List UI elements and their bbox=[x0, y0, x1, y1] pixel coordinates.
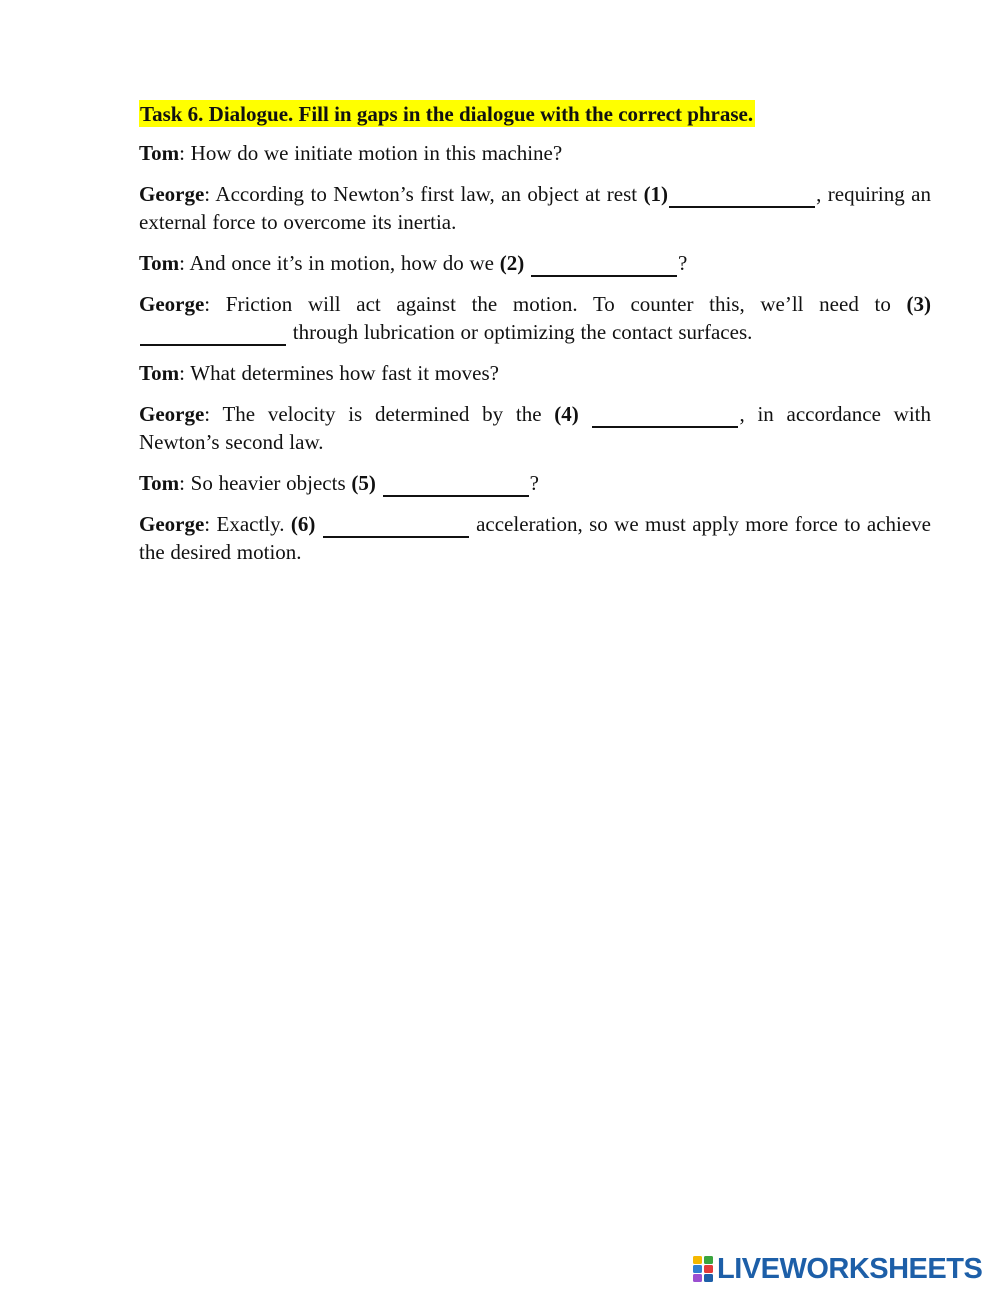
liveworksheets-logo[interactable] bbox=[693, 1254, 982, 1284]
line-text: ? bbox=[529, 471, 539, 495]
gap-number-1: (1) bbox=[643, 182, 669, 206]
line-text: , requiring an external force to overcome its inertia. bbox=[139, 182, 932, 234]
speaker-tom: Tom bbox=[139, 141, 180, 165]
line-text: , in accordance with Newton’s second law. bbox=[139, 402, 931, 454]
speaker-tom: Tom bbox=[139, 471, 180, 495]
line-text: ? bbox=[677, 251, 688, 275]
speaker-george: George bbox=[139, 292, 205, 316]
dialogue-line-2 bbox=[139, 180, 931, 236]
gap-number-3: (3) bbox=[906, 292, 931, 316]
speaker-tom: Tom bbox=[139, 361, 180, 385]
line-text: : So heavier objects bbox=[179, 471, 352, 495]
dialogue-line-1 bbox=[139, 139, 931, 167]
line-text: : Exactly. bbox=[204, 512, 291, 536]
liveworksheets-logo-icon bbox=[693, 1256, 713, 1282]
gap-input-1[interactable] bbox=[669, 180, 815, 208]
line-text: : How do we initiate motion in this machine? bbox=[179, 141, 563, 165]
task-title: Task 6. Dialogue. Fill in gaps in the dialogue with the correct phrase. bbox=[140, 102, 754, 126]
gap-number-2: (2) bbox=[499, 251, 525, 275]
line-text: : The velocity is determined by the bbox=[204, 402, 555, 426]
gap-number-5: (5) bbox=[351, 471, 376, 495]
gap-input-6[interactable] bbox=[323, 510, 469, 538]
gap-input-4[interactable] bbox=[592, 400, 738, 428]
logo-text: LIVEWORKSHEETS bbox=[717, 1253, 983, 1285]
worksheet-page bbox=[139, 100, 931, 579]
dialogue-line-7 bbox=[139, 469, 931, 497]
gap-input-5[interactable] bbox=[383, 469, 529, 497]
dialogue-line-5 bbox=[139, 359, 931, 387]
speaker-george: George bbox=[139, 182, 205, 206]
gap-number-4: (4) bbox=[554, 402, 579, 426]
dialogue-line-4 bbox=[139, 290, 931, 346]
gap-input-2[interactable] bbox=[531, 249, 677, 277]
dialogue-line-8 bbox=[139, 510, 931, 566]
gap-number-6: (6) bbox=[290, 512, 316, 536]
gap-input-3[interactable] bbox=[140, 318, 286, 346]
line-text: acceleration, so we must apply more force to achieve the desired motion. bbox=[139, 512, 932, 564]
line-text: through lubrication or optimizing the contact surfaces. bbox=[287, 320, 753, 344]
line-text: : And once it’s in motion, how do we bbox=[179, 251, 500, 275]
line-text: : What determines how fast it moves? bbox=[179, 361, 499, 385]
speaker-george: George bbox=[139, 402, 205, 426]
speaker-tom: Tom bbox=[139, 251, 180, 275]
dialogue-line-6 bbox=[139, 400, 931, 456]
dialogue-line-3 bbox=[139, 249, 931, 277]
speaker-george: George bbox=[139, 512, 205, 536]
line-text: : According to Newton’s first law, an object at rest bbox=[204, 182, 644, 206]
line-text: : Friction will act against the motion. To counter this, we’ll need to bbox=[204, 292, 907, 316]
